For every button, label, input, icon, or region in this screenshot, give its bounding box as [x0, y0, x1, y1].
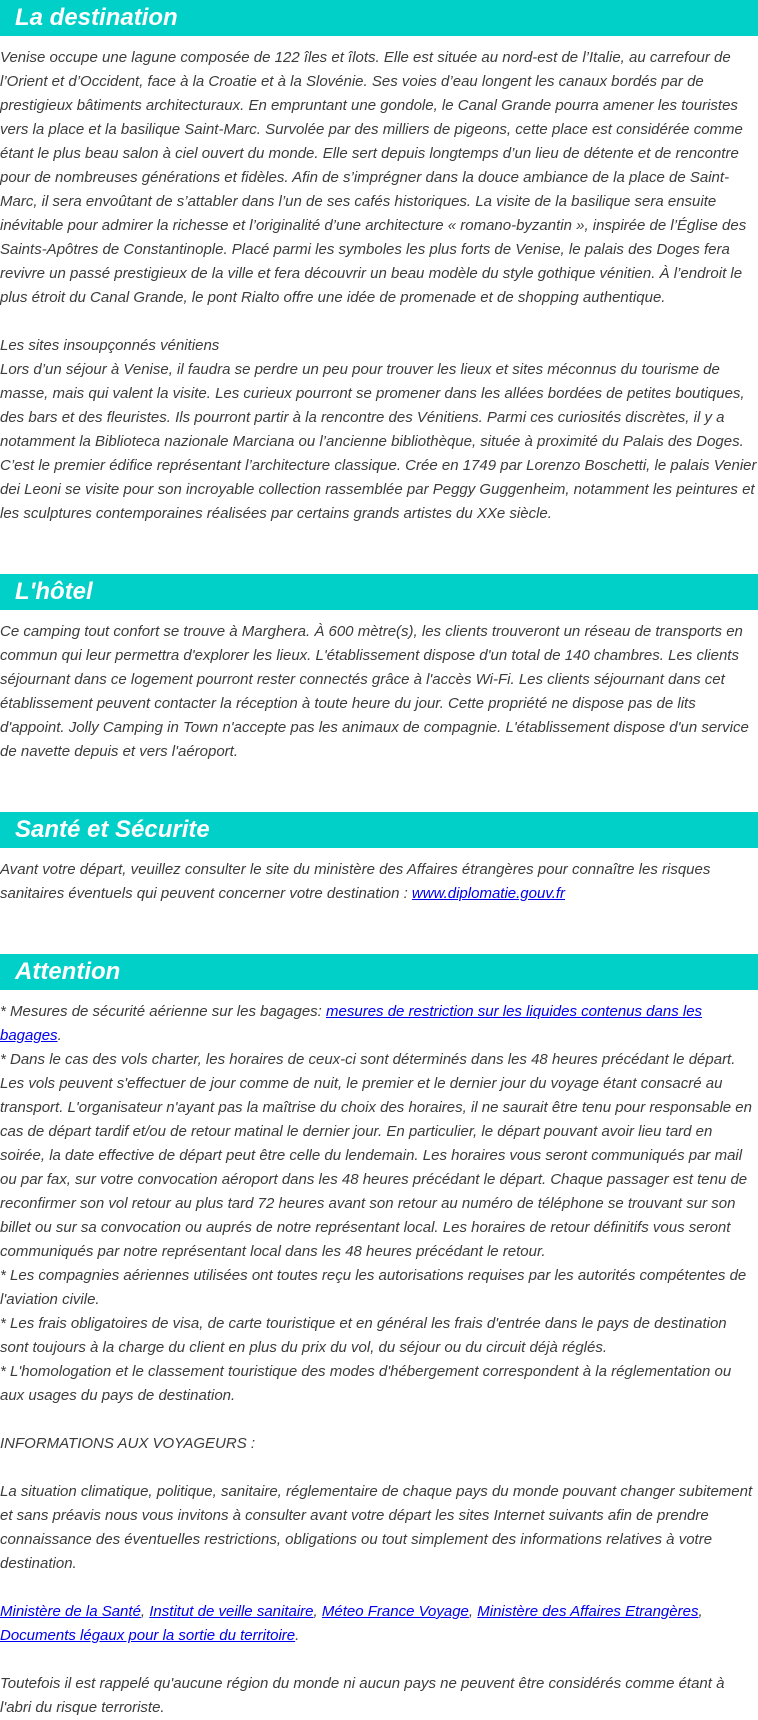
attention-bullet-homologation: * L'homologation et le classement touristique des modes d'hébergement correspondent à la réglementation ou aux usages du pays de destination. [0, 1363, 732, 1404]
links-end: . [295, 1627, 300, 1644]
liquids-restriction-link[interactable]: mesures de restriction sur les liquides contenus dans les bagages [0, 1003, 703, 1044]
attention-body [0, 990, 758, 1720]
link-separator: , [698, 1603, 703, 1620]
info-heading: INFORMATIONS AUX VOYAGEURS : [0, 1435, 256, 1452]
destination-paragraph-2: Lors d’un séjour à Venise, il faudra se perdre un peu pour trouver les lieux et sites méconnus du tourisme de masse, mais qui valent la visite. Les curieux pourront se promener dans les allées bordées de petites boutiques, des bars et des fleuristes. Ils pourront partir à la rencontre des Vénitiens. Parmi ces curiosités discrètes, il y a notamment la Biblioteca nazionale Marciana ou l’ancienne bibliothèque, située à proximité du Palais des Doges. C’est le premier édifice représentant l’architecture classique. Crée en 1749 par Lorenzo Boschetti, le palais Venier dei Leoni se visite pour son incroyable collection rassemblée par Peggy Guggenheim, notamment les peintures et les sculptures contemporaines réalisées par certains grands artistes du XXe siècle. [0, 361, 757, 522]
bullet-text: * Mesures de sécurité aérienne sur les bagages: [0, 1003, 327, 1020]
link-ministere-sante[interactable]: Ministère de la Santé [0, 1603, 141, 1620]
attention-bullet-visa: * Les frais obligatoires de visa, de carte touristique et en général les frais d'entrée dans le pays de destination sont toujours à la charge du client en plus du prix du vol, du séjour ou du circuit déjà réglés. [0, 1315, 727, 1356]
bullet-suffix: . [57, 1027, 62, 1044]
link-meteo-france[interactable]: Méteo France Voyage [321, 1603, 469, 1620]
section-title-hotel: L'hôtel [0, 574, 758, 610]
link-documents-legaux[interactable]: Documents légaux pour la sortie du territoire [0, 1627, 296, 1644]
hotel-body [0, 610, 758, 764]
section-title-sante: Santé et Sécurite [0, 812, 758, 848]
info-links [0, 1600, 758, 1648]
diplomatie-link[interactable]: www.diplomatie.gouv.fr [411, 885, 566, 902]
sante-body [0, 848, 758, 906]
attention-bullet-baggage [0, 1000, 758, 1048]
sante-text: Avant votre départ, veuillez consulter le site du ministère des Affaires étrangères pour connaître les risques sanitaires éventuels qui peuvent concerner votre destination : [0, 861, 711, 902]
link-separator: , [468, 1603, 478, 1620]
link-separator: , [140, 1603, 150, 1620]
link-affaires-etrangeres[interactable]: Ministère des Affaires Etrangères [477, 1603, 699, 1620]
destination-subheading: Les sites insoupçonnés vénitiens [0, 337, 220, 354]
section-title-attention: Attention [0, 954, 758, 990]
link-institut-veille[interactable]: Institut de veille sanitaire [149, 1603, 314, 1620]
destination-paragraph: Venise occupe une lagune composée de 122 îles et îlots. Elle est située au nord-est de l’Italie, au carrefour de l’Orient et d’Occident, face à la Croatie et à la Slovénie. Ses voies d’eau longent les canaux bordés par de prestigieux bâtiments architecturaux. En empruntant une gondole, le Canal Grande pourra amener les touristes vers la place et la basilique Saint-Marc. Survolée par des milliers de pigeons, cette place est considérée comme étant le plus beau salon à ciel ouvert du monde. Elle sert depuis longtemps d’un lieu de détente et de rencontre pour de nombreuses générations et fidèles. Afin de s’imprégner dans la douce ambiance de la place de Saint-Marc, il sera envoûtant de s’attabler dans l’un de ses cafés historiques. La visite de la basilique sera ensuite inévitable pour admirer la richesse et l’originalité d’une architecture « romano-byzantin », inspirée de l’Église des Saints-Apôtres de Constantinople. Placé parmi les symboles les plus forts de Venise, le palais des Doges fera revivre un passé prestigieux de la ville et fera découvrir un beau modèle du style gothique vénitien. À l’endroit le plus étroit du Canal Grande, le pont Rialto offre une idée de promenade et de shopping authentique. [0, 49, 747, 306]
sante-paragraph [0, 858, 758, 906]
destination-body [0, 36, 758, 526]
link-separator: , [313, 1603, 322, 1620]
hotel-paragraph: Ce camping tout confort se trouve à Marghera. À 600 mètre(s), les clients trouveront un réseau de transports en commun qui leur permettra d'explorer les lieux. L'établissement dispose d'un total de 140 chambres. Les clients séjournant dans ce logement pourront rester connectés grâce à l'accès Wi-Fi. Les clients séjournant dans cet établissement peuvent contacter la réception à toute heure du jour. Cette propriété ne dispose pas de lits d'appoint. Jolly Camping in Town n'accepte pas les animaux de compagnie. L'établissement dispose d'un service de navette depuis et vers l'aéroport. [0, 623, 749, 760]
attention-bullet-charter: * Dans le cas des vols charter, les horaires de ceux-ci sont déterminés dans les 48 heures précédant le départ. Les vols peuvent s'effectuer de jour comme de nuit, le premier et le dernier jour du voyage étant consacré au transport. L'organisateur n'ayant pas la maîtrise du choix des horaires, il ne saurait être tenu pour responsable en cas de départ tardif et/ou de retour matinal le dernier jour. En particulier, le départ pouvant avoir lieu tard en soirée, la date effective de départ peut être celle du lendemain. Les horaires vous seront communiqués par mail ou par fax, sur votre convocation aéroport dans les 48 heures précédant le départ. Chaque passager est tenu de reconfirmer son vol retour au plus tard 72 heures avant son retour au numéro de téléphone se trouvant sur son billet ou sur sa convocation ou auprés de notre représentant local. Les horaires de retour définitifs vous seront communiqués par notre représentant local dans les 48 heures précédant le retour. [0, 1051, 752, 1260]
info-paragraph: La situation climatique, politique, sanitaire, réglementaire de chaque pays du monde pouvant changer subitement et sans préavis nous vous invitons à consulter avant votre départ les sites Internet suivants afin de prendre connaissance des éventuelles restrictions, obligations ou tout simplement des informations relatives à votre destination. [0, 1483, 753, 1572]
section-title-destination: La destination [0, 0, 758, 36]
attention-bullet-airlines: * Les compagnies aériennes utilisées ont toutes reçu les autorisations requises par les autorités compétentes de l'aviation civile. [0, 1267, 747, 1308]
terrorism-paragraph: Toutefois il est rappelé qu'aucune région du monde ni aucun pays ne peuvent être considérés comme étant à l'abri du risque terroriste. [0, 1675, 725, 1716]
